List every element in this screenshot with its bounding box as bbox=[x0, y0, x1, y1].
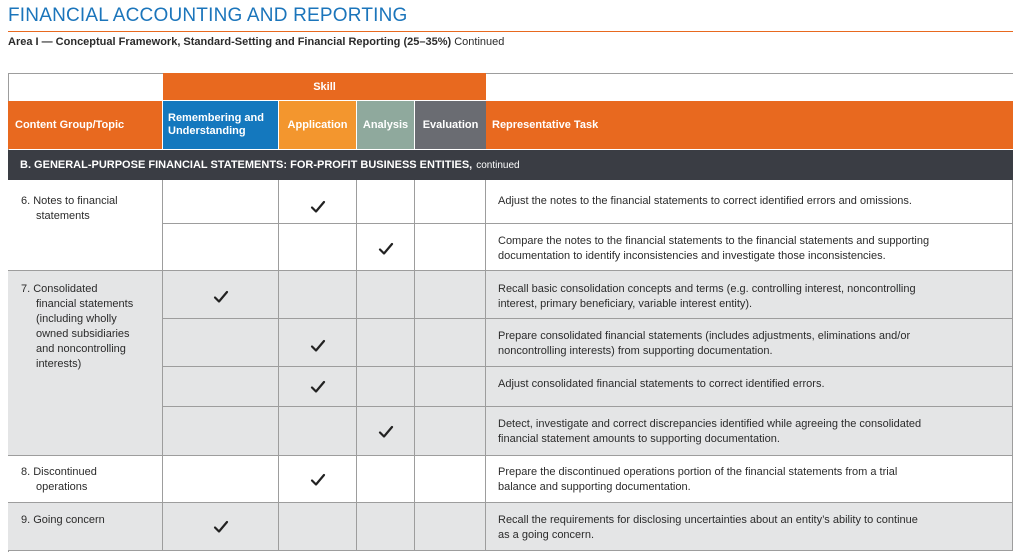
skill-cell bbox=[415, 503, 486, 551]
task-line: Recall the requirements for disclosing uncertainties about an entity’s ability to continue bbox=[498, 514, 918, 526]
task-text bbox=[498, 194, 912, 209]
task-text bbox=[498, 513, 918, 542]
skill-cell bbox=[357, 503, 415, 551]
skill-cell bbox=[415, 319, 486, 367]
column-header-task bbox=[486, 101, 1013, 149]
skill-cell bbox=[357, 271, 415, 319]
column-header-analysis-label: Analysis bbox=[362, 119, 409, 131]
column-header-remembering bbox=[163, 101, 278, 149]
skill-cell bbox=[279, 503, 357, 551]
skill-cell bbox=[357, 367, 415, 407]
column-header-remembering-line2: Understanding bbox=[168, 125, 246, 137]
task-line: Recall basic consolidation concepts and terms (e.g. controlling interest, noncontrolling bbox=[498, 283, 916, 295]
skill-cell bbox=[279, 224, 357, 271]
skill-cell bbox=[279, 271, 357, 319]
topic-line: 7. Consolidated bbox=[21, 283, 98, 295]
section-title: B. GENERAL-PURPOSE FINANCIAL STATEMENTS: FOR-PROFIT BUSINESS ENTITIES, bbox=[20, 159, 473, 171]
task-text bbox=[498, 465, 897, 494]
column-header-analysis bbox=[357, 101, 414, 149]
column-header-application bbox=[279, 101, 356, 149]
checkmark-icon bbox=[377, 240, 395, 258]
area-subtitle-bold: Area I — Conceptual Framework, Standard-Setting and Financial Reporting (25–35%) bbox=[8, 36, 452, 48]
section-continued: continued bbox=[476, 159, 520, 171]
skill-cell bbox=[415, 407, 486, 456]
skill-cell bbox=[163, 224, 279, 271]
task-line: financial statement amounts to supporting documentation. bbox=[498, 432, 780, 445]
topic-line: interests) bbox=[36, 358, 82, 370]
topic-line: operations bbox=[36, 481, 88, 493]
topic-line: 9. Going concern bbox=[21, 514, 105, 526]
page-title: FINANCIAL ACCOUNTING AND REPORTING bbox=[8, 5, 408, 26]
skill-cell bbox=[357, 319, 415, 367]
skill-cell bbox=[163, 456, 279, 503]
task-line: documentation to identify inconsistencies and investigate those inconsistencies. bbox=[498, 249, 886, 262]
topic-line: owned subsidiaries bbox=[36, 328, 130, 340]
skill-cell bbox=[163, 319, 279, 367]
task-line: interest, primary beneficiary, variable interest entity). bbox=[498, 297, 753, 310]
task-line: noncontrolling interests) from supporting documentation. bbox=[498, 344, 773, 357]
skill-cell bbox=[163, 367, 279, 407]
skill-cell bbox=[357, 180, 415, 224]
checkmark-icon bbox=[377, 423, 395, 441]
checkmark-icon bbox=[212, 288, 230, 306]
task-text bbox=[498, 329, 910, 358]
task-line: Adjust consolidated financial statements to correct identified errors. bbox=[498, 378, 825, 390]
checkmark-icon bbox=[309, 378, 327, 396]
task-line: Prepare consolidated financial statements (includes adjustments, eliminations and/or bbox=[498, 330, 911, 342]
checkmark-icon bbox=[309, 337, 327, 355]
skill-cell bbox=[415, 224, 486, 271]
skill-cell bbox=[415, 456, 486, 503]
skill-cell bbox=[163, 180, 279, 224]
task-line: Compare the notes to the financial statements to the financial statements and supporting bbox=[498, 235, 930, 247]
title-divider bbox=[8, 31, 1013, 32]
skill-cell bbox=[357, 456, 415, 503]
skill-header: Skill bbox=[163, 73, 486, 100]
checkmark-icon bbox=[309, 198, 327, 216]
topic-line: 6. Notes to financial bbox=[21, 195, 118, 207]
column-header-application-label: Application bbox=[287, 119, 348, 131]
checkmark-icon bbox=[309, 471, 327, 489]
section-header bbox=[8, 150, 1013, 180]
topic-line: 8. Discontinued bbox=[21, 466, 97, 478]
task-text bbox=[498, 377, 825, 392]
column-header-evaluation-label: Evaluation bbox=[422, 119, 479, 131]
task-line: as a going concern. bbox=[498, 528, 595, 541]
checkmark-icon bbox=[212, 518, 230, 536]
topic-line: and noncontrolling bbox=[36, 343, 126, 355]
topic-label bbox=[21, 465, 97, 495]
topic-line: financial statements bbox=[36, 298, 134, 310]
skill-cell bbox=[279, 407, 357, 456]
task-line: Detect, investigate and correct discrepancies identified while agreeing the consolidated bbox=[498, 418, 922, 430]
topic-label bbox=[21, 282, 133, 372]
column-header-topic-label: Content Group/Topic bbox=[15, 119, 125, 131]
task-text bbox=[498, 417, 921, 446]
column-header-remembering-line1: Remembering and bbox=[168, 112, 264, 124]
task-text bbox=[498, 234, 929, 263]
topic-label bbox=[21, 513, 105, 528]
column-header-evaluation bbox=[415, 101, 486, 149]
skill-cell bbox=[163, 407, 279, 456]
column-header-topic bbox=[8, 101, 162, 149]
task-line: Adjust the notes to the financial statements to correct identified errors and omissions. bbox=[498, 195, 912, 207]
skill-cell bbox=[415, 367, 486, 407]
area-subtitle-continued: Continued bbox=[451, 36, 505, 48]
skill-cell bbox=[415, 180, 486, 224]
column-header-task-label: Representative Task bbox=[492, 119, 599, 131]
skill-cell bbox=[415, 271, 486, 319]
area-subtitle bbox=[8, 36, 504, 48]
topic-line: statements bbox=[36, 210, 90, 222]
task-line: Prepare the discontinued operations portion of the financial statements from a trial bbox=[498, 466, 898, 478]
task-line: balance and supporting documentation. bbox=[498, 480, 691, 493]
task-text bbox=[498, 282, 916, 311]
topic-line: (including wholly bbox=[36, 313, 117, 325]
topic-label bbox=[21, 194, 118, 224]
